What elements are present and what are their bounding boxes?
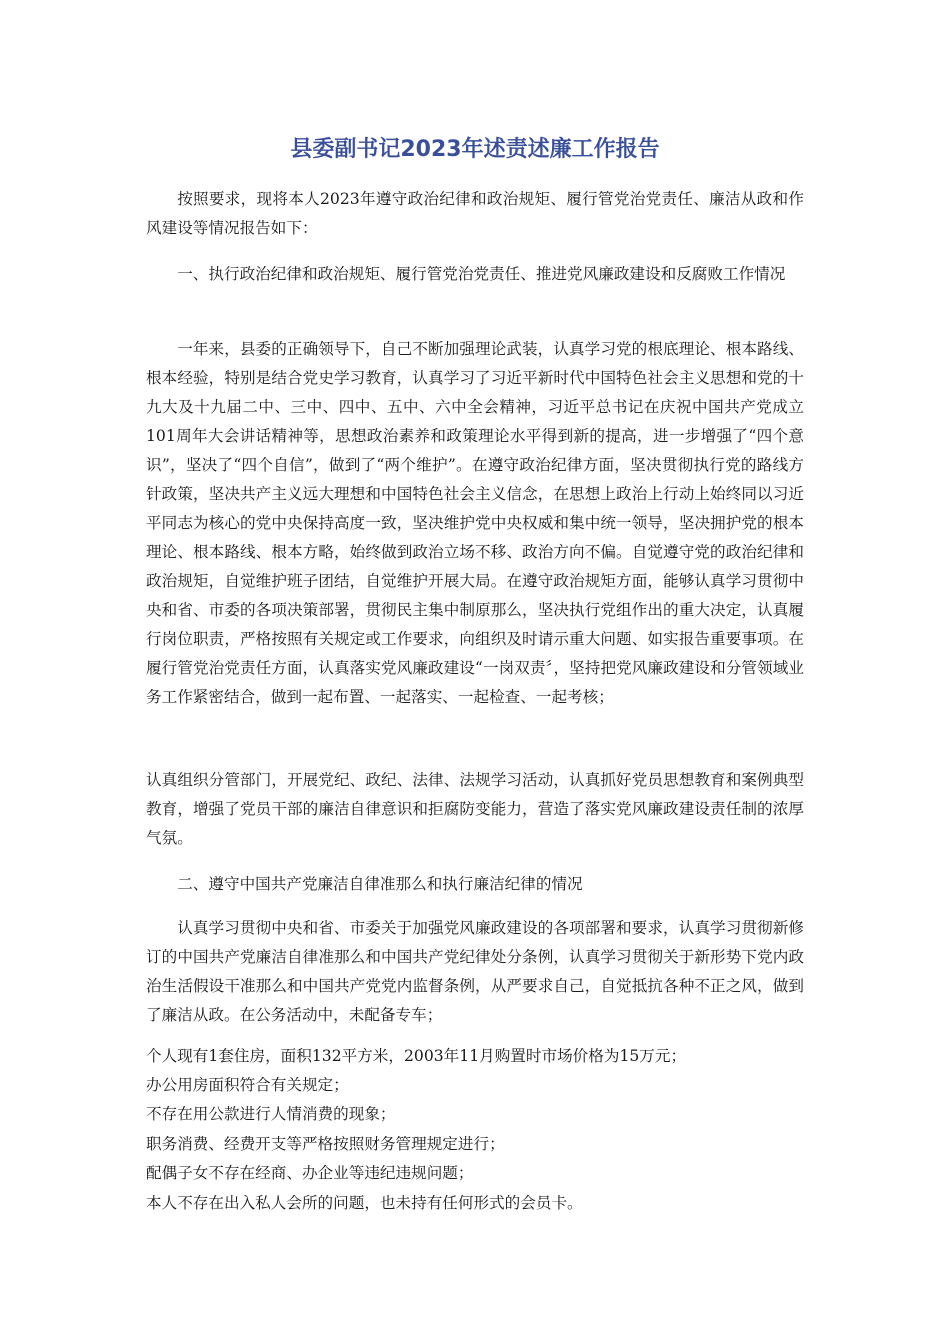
section-2-paragraph-1: 认真学习贯彻中央和省、市委关于加强党风廉政建设的各项部署和要求，认真学习贯彻新修订的中国共产党廉洁自律准那么和中国共产党纪律处分条例，认真学习贯彻关于新形势下党内政治生活假设干准那么和中国共产党党内监督条例，从严要求自己，自觉抵抗各种不正之风，做到了廉洁从政。在公务活动中，未配备专车； [146,919,804,1024]
list-item: 配偶子女不存在经商、办企业等违纪违规问题； [146,1164,474,1182]
section-1-paragraph-1: 一年来，县委的正确领导下，自己不断加强理论武装，认真学习党的根底理论、根本路线、根本经验，特别是结合党史学习教育，认真学习了习近平新时代中国特色社会主义思想和党的十九大及十九届二中、三中、四中、五中、六中全会精神，习近平总书记在庆祝中国共产党成立101周年大会讲话精神等，思想政治素养和政策理论水平得到新的提高，进一步增强了“四个意识”，坚决了“四个自信”，做到了“两个维护”。在遵守政治纪律方面，坚决贯彻执行党的路线方针政策，坚决共产主义远大理想和中国特色社会主义信念，在思想上政治上行动上始终同以习近平同志为核心的党中央保持高度一致，坚决维护党中央权威和集中统一领导，坚决拥护党的根本理论、根本路线、根本方略，始终做到政治立场不移、政治方向不偏。自觉遵守党的政治纪律和政治规矩，自觉维护班子团结，自觉维护开展大局。在遵守政治规矩方面，能够认真学习贯彻中央和省、市委的各项决策部署，贯彻民主集中制原那么，坚决执行党组作出的重大决定，认真履行岗位职责，严格按照有关规定或工作要求，向组织及时请示重大问题、如实报告重要事项。在履行管党治党责任方面，认真落实党风廉政建设“一岗双责〞，坚持把党风廉政建设和分管领域业务工作紧密结合，做到一起布置、一起落实、一起检查、一起考核； [146,340,804,706]
list-item: 职务消费、经费开支等严格按照财务管理规定进行； [146,1135,505,1153]
section-2-heading: 二、遵守中国共产党廉洁自律准那么和执行廉洁纪律的情况 [177,875,583,893]
intro-paragraph: 按照要求，现将本人2023年遵守政治纪律和政治规矩、履行管党治党责任、廉洁从政和作风建设等情况报告如下： [146,190,804,237]
list-item: 个人现有1套住房，面积132平方米，2003年11月购置时市场价格为15万元； [146,1047,687,1065]
section-1-paragraph-2: 认真组织分管部门，开展党纪、政纪、法律、法规学习活动，认真抓好党员思想教育和案例典型教育，增强了党员干部的廉洁自律意识和拒腐防变能力，营造了落实党风廉政建设责任制的浓厚气氛。 [146,771,804,847]
list-item: 不存在用公款进行人情消费的现象； [146,1105,396,1123]
document-title: 县委副书记2023年述责述廉工作报告 [290,137,660,162]
section-1-heading: 一、执行政治纪律和政治规矩、履行管党治党责任、推进党风廉政建设和反腐败工作情况 [177,265,786,283]
list-item: 办公用房面积符合有关规定； [146,1076,349,1094]
list-item: 本人不存在出入私人会所的问题，也未持有任何形式的会员卡。 [146,1194,583,1212]
